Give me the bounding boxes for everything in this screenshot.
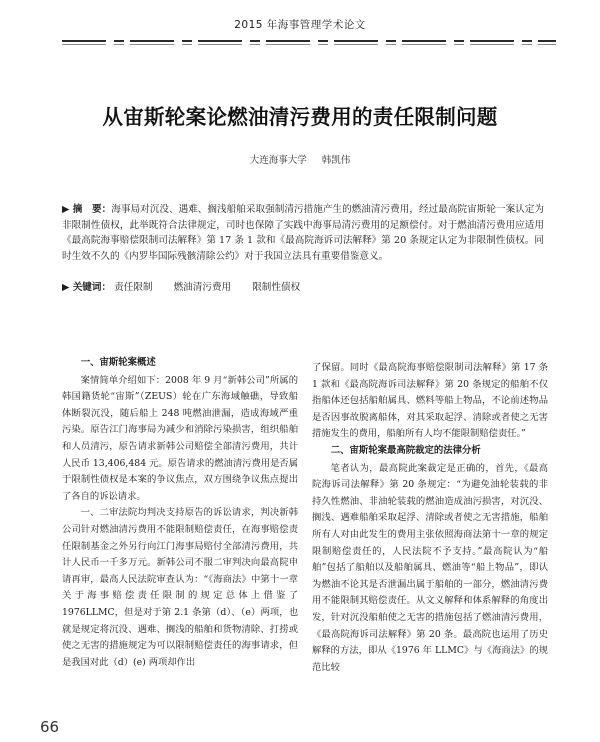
section-heading: 二、宙斯轮案最高院裁定的法律分析 (330, 444, 481, 456)
keywords (62, 280, 544, 296)
keywords-label: ▶ 关键词： (62, 282, 112, 293)
body-paragraph: 笔者认为，最高院此案裁定是正确的，首先，《最高院海诉司法解释》第 20 条规定：“为避免油轮装载的非持久性燃油、非油轮装载的燃油造成油污损害，对沉没、搁浅、遇难船舶采取起浮、清除或者使之无害措施，船舶所有人对由此发生的费用主张依照海商法第十一章的规定限制赔偿责任的，人民法院不予支持。”最高院认为“船舶”包括了船舶以及船舶属具、燃油等“船上物品”，即认为燃油不论其是否泄漏出属于船舶的一部分，燃油清污费用不能限制其赔偿责任。从文义解释和体系解释的角度出发，针对沉没船舶使之无害的措施包括了燃油清污费用，《最高院海诉司法解释》第 20 条。最高院也运用了历史解释的方法，即从《1976 年 LLMC》与《海商法》的规范比较 (312, 462, 548, 673)
page-number: 66 (40, 718, 60, 736)
running-header: 2015 年海事管理学术论文 (234, 19, 366, 31)
keyword: 燃油清污费用 (173, 282, 232, 293)
author-affiliation: 大连海事大学 (249, 155, 307, 166)
body-paragraph: 了保留。同时《最高院海事赔偿限制司法解释》第 17 条 1 款和《最高院海诉司法解释》第 20 条规定的船舶不仅指船体还包括船舶属具、燃料等船上物品，不论前述物品是否因事故脱离船体，对其采取起浮、清除或者使之无害措施发生的费用，船舶所有人均不能限制赔偿责任。” (312, 362, 548, 440)
body-paragraph: 一、二审法院均判决支持原告的诉讼请求，判决新韩公司针对燃油清污费用不能限制赔偿责任，在海事赔偿责任限制基金之外另行向江门海事局赔付全部清污费用，共计人民币一千多万元。新韩公司不服二审判决向最高院申请再审，最高人民法院审查认为：“《海商法》中第十一章关于海事赔偿责任限制的规定总体上借鉴了 1976LLMC，但是对于第 2.1 条第（d）、（e）两项，也就是规定将沉没、遇难、搁浅的船舶和货物清除、打捞或使之无害的措施规定为可以限制赔偿责任的海事请求，但是我国对此（d）(e) 两项却作出 (62, 507, 298, 668)
keyword: 限制性债权 (252, 282, 301, 293)
section-heading: 一、宙斯轮案概述 (80, 357, 156, 368)
body-paragraph: 案情简单介绍如下：2008 年 9 月“新韩公司”所属的韩国籍货轮“宙斯”（ZEUS）轮在广东海域触礁，导致船体断裂沉没，随后船上 248 吨燃油泄漏，造成海域严重污染。原告江门海事局为减少和消除污染损害，组织船舶和人员清污，原告请求新韩公司赔偿全部清污费用，共计人民币 13,406,484 元。原告请求的燃油清污费用是否属于限制性债权是本案的争议焦点，双方围绕争议焦点提出了各自的诉讼请求。 (62, 374, 298, 502)
author-line (0, 152, 600, 166)
abstract-text: 海事局对沉没、遇难、搁浅船舶采取强制清污措施产生的燃油清污费用，经过最高院宙斯轮一案认定为非限制性债权，此举既符合法律规定，司时也保障了实践中海事局清污费用的足额偿付。对于燃油清污费用应适用《最高院海事赔偿限制司法解释》第 17 条 1 款和《最高院海诉司法解释》第 20 条规定认定为非限制性债权。同时生效不久的《内罗毕国际残骸清除公约》对于我国立法具有重要借鉴意义。 (62, 204, 545, 262)
right-column (312, 360, 548, 676)
header-rule-thin (62, 44, 556, 45)
abstract-label: ▶ 摘 要： (62, 204, 112, 215)
left-column (62, 355, 298, 671)
paper-title: 从宙斯轮案论燃油清污费用的责任限制问题 (102, 105, 498, 129)
abstract (62, 202, 544, 264)
keyword: 责任限制 (114, 282, 153, 293)
header-rule (62, 40, 556, 42)
author-name: 韩凯伟 (321, 155, 351, 166)
